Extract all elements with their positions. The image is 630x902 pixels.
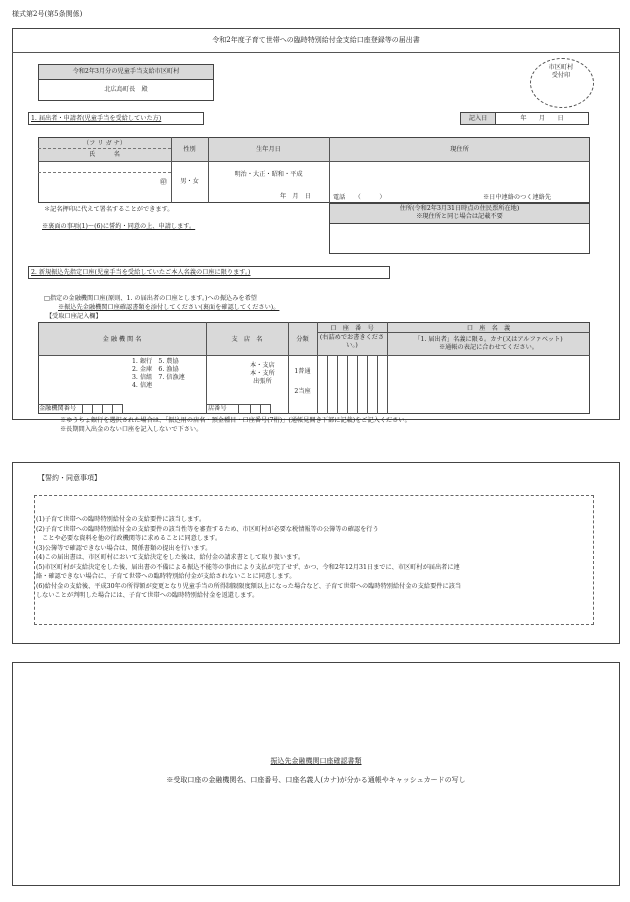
bank-name-label: 金 融 機 関 名 [102,336,142,343]
pledge-item: (3)公簿等で確認できない場合は、関係書類の提出を行います。 [36,544,212,552]
pledge-item: (1)子育て世帯への臨時特別給付金の支給要件に該当します。 [36,516,206,523]
entry-date-value: 年 月 日 [520,115,564,122]
pledge-item: (6)給付金の支給後、平成30年の所得額が変更となり児童手当の所得制限限度額以上になった場合など、子育て世帯への臨時特別給付金の支給要件に該当 [36,582,462,590]
receipt-stamp-label: 市区町村 受付印 [548,64,574,79]
attachment-title: 振込先金融機関口座確認書類 [270,757,362,765]
pledge-item: (5)市区町村が支給決定をした後、届出書の不備による振込不能等の事由により支払が完了せず、かつ、令和2年12月31日までに、市区町村が届出者に連 [36,563,460,571]
residence-note: ※現住所と同じ場合は記載不要 [416,213,503,220]
consent-note: ※裏面の事項(1)～(6)に誓約・同意の上、申請します。 [42,223,196,230]
branch-type-list[interactable] [250,362,275,386]
bank-type-item: 4. 信連 [132,382,153,389]
branch-type-item: 本・支店 [250,362,275,369]
residence-input[interactable] [329,223,590,254]
attachment-note: ※受取口座の金融機関名、口座番号、口座名義人(カナ)が分かる通帳やキャッシュカードの写し [166,776,466,784]
attach-note: ※振込先金融機関口座確認書類を添付してください(裏面を確認してください)。 [58,304,280,311]
bank-type-item: 2. 金庫 6. 漁協 [132,366,179,373]
account-number-label: 口 座 番 号 [330,325,374,332]
pledge-heading: 【誓約・同意事項】 [38,474,101,482]
furigana-label: （フ リ ガ ナ） [82,140,127,147]
phone-label[interactable]: 電話 （ ） [333,194,386,201]
account-checkbox[interactable]: □指定の金融機関口座(原則、1. の届出者の口座とします。)への振込みを希望 [44,295,257,302]
account-holder-note2: ※通帳の表記に合わせてください。 [439,344,538,351]
dob-label: 生年月日 [256,146,281,153]
bank-type-item: 1. 銀行 5. 農協 [132,358,179,365]
bank-type-list[interactable] [132,358,185,390]
category-option-ordinary[interactable]: 1普通 [294,368,311,375]
pledge-item-list [36,515,461,601]
category-option-current[interactable]: 2当座 [294,388,311,395]
account-holder-label: 口 座 名 義 [466,325,511,332]
municipality-addressee: 北広島町長 殿 [104,86,148,93]
section2-heading: 2. 新規振込先指定口座(児童手当を受給していたご本人名義の口座に限ります。) [31,269,251,276]
municipality-heading: 令和2年3月分の児童手当支給市区町村 [72,68,180,75]
bank-type-item: 3. 信組 7. 信漁連 [132,374,185,381]
furigana-input[interactable] [40,162,169,171]
branch-type-item: 出張所 [253,378,272,385]
form-number: 様式第2号(第5条関係) [12,10,83,18]
account-section-label: 【受取口座記入欄】 [46,313,102,320]
branch-name-label: 支 店 名 [231,336,263,343]
pledge-item: 絡・確認できない場合に、子育て世帯への臨時特別給付金が支給されないことに同意します。 [36,573,296,580]
pledge-item: ことや必要な資料を他の行政機関等に求めることに同意します。 [36,535,222,542]
attachment-frame[interactable] [12,662,620,886]
address-label: 現住所 [450,146,469,153]
account-number-note: (右詰めでお書きください。) [319,334,385,349]
section1-heading: 1. 届出者・申請者(児童手当を受給していた方) [31,115,162,122]
dob-value[interactable]: 年 月 日 [280,193,311,200]
form-title: 令和2年度子育て世帯への臨時特別給付金支給口座登録等の届出書 [212,36,420,44]
address-input[interactable] [331,162,588,190]
entry-date-label: 記入日 [468,115,488,122]
bank-code-label: 金融機関番号 [39,405,77,412]
pledge-item: (4)この届出書は、市区町村において支給決定をした後は、給付金の請求書として取り扱います。 [36,554,305,561]
account-holder-note: 「1. 届出者」名義に限る。カナ(又はアルファベット) [414,336,563,343]
bank-code-input[interactable] [83,405,122,414]
era-options[interactable]: 明治・大正・昭和・平成 [234,171,303,178]
yucho-note: ※ゆうちょ銀行を選択された場合は、「振込用の店名・預金種目・口座番号(7桁)」(通帳見開き下部に記載)をご記入ください。 [60,417,411,424]
pledge-item: しないことが判明した場合には、子育て世帯への臨時特別給付金を返還します。 [36,592,259,599]
seal-mark: ㊞ [160,178,167,186]
account-holder-input[interactable] [389,357,588,412]
residence-label: 住所(令和2年3月31日時点の住民票所在地) [399,205,520,212]
gender-options[interactable]: 男・女 [180,178,199,185]
branch-code-label: 店番号 [208,405,227,412]
gender-label: 性別 [183,146,196,153]
category-label: 分類 [296,336,309,343]
signature-note: ＊記名押印に代えて署名することができます。 [44,206,174,213]
name-input[interactable] [40,173,169,201]
branch-type-item: 本・支所 [250,370,275,377]
pledge-item: (2)子育て世帯への臨時特別給付金の支給要件の該当性等を審査するため、市区町村が必要な税情報等の公簿等の確認を行う [36,525,379,533]
name-label: 氏 名 [89,151,120,158]
long-unused-note: ※長期間入出金のない口座を記入しないで下さい。 [60,426,203,433]
branch-code-input[interactable] [239,405,270,414]
phone-note: ※日中連絡のつく連絡先 [483,194,552,201]
